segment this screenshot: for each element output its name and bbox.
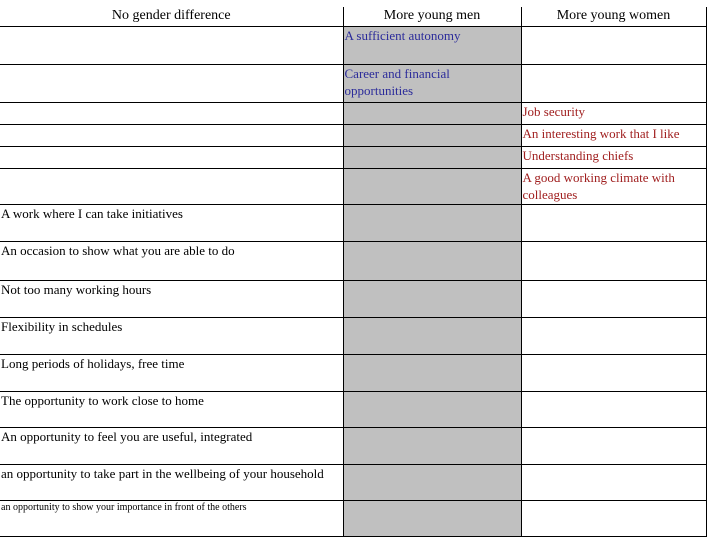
table-row <box>0 281 706 318</box>
table-row <box>0 428 706 465</box>
table-row <box>0 65 706 103</box>
header-row <box>0 7 706 27</box>
preferences-table <box>0 7 707 537</box>
men-item: Career and financial opportunities <box>343 65 521 103</box>
women-item: A good working climate with colleagues <box>521 169 706 205</box>
table-row <box>0 103 706 125</box>
table-row <box>0 205 706 242</box>
women-item: Understanding chiefs <box>521 147 706 169</box>
table-row <box>0 318 706 355</box>
header-no-gender: No gender difference <box>0 7 343 27</box>
table-row <box>0 392 706 428</box>
no-gender-item: an opportunity to show your importance in front of the others <box>0 501 343 537</box>
table-row <box>0 125 706 147</box>
table-row <box>0 27 706 65</box>
no-gender-item: Flexibility in schedules <box>0 318 343 355</box>
table-row <box>0 465 706 501</box>
table-row <box>0 147 706 169</box>
no-gender-item: An occasion to show what you are able to do <box>0 242 343 281</box>
men-item: A sufficient autonomy <box>343 27 521 65</box>
table-row <box>0 169 706 205</box>
no-gender-item: Not too many working hours <box>0 281 343 318</box>
table-row <box>0 501 706 537</box>
table-row <box>0 355 706 392</box>
no-gender-item: A work where I can take initiatives <box>0 205 343 242</box>
no-gender-item: The opportunity to work close to home <box>0 392 343 428</box>
header-young-men: More young men <box>343 7 521 27</box>
header-young-women: More young women <box>521 7 706 27</box>
no-gender-item: an opportunity to take part in the wellbeing of your household <box>0 465 343 501</box>
women-item: An interesting work that I like <box>521 125 706 147</box>
women-item: Job security <box>521 103 706 125</box>
no-gender-item: Long periods of holidays, free time <box>0 355 343 392</box>
no-gender-item: An opportunity to feel you are useful, integrated <box>0 428 343 465</box>
table-row <box>0 242 706 281</box>
